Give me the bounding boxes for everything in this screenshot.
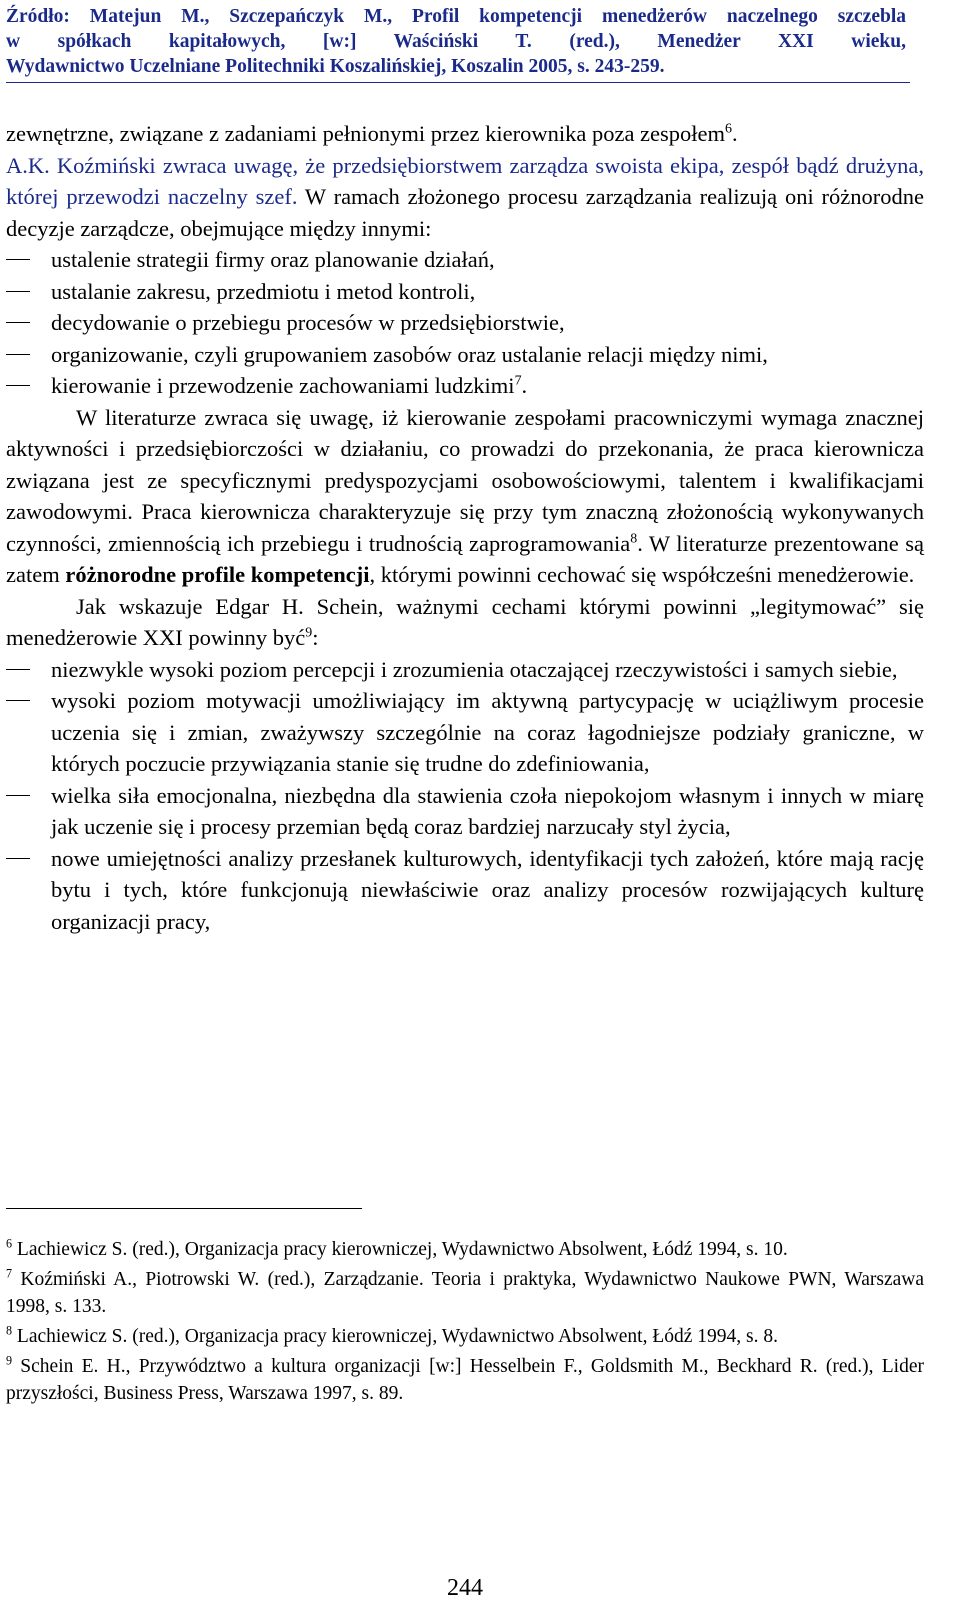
list-item bbox=[6, 339, 924, 371]
dash-bullet bbox=[6, 354, 30, 355]
footnote bbox=[6, 1353, 924, 1407]
main-text bbox=[6, 118, 924, 937]
footnote-number: 9 bbox=[6, 1353, 13, 1368]
paragraph-text: A.K. Koźmiński zwraca uwagę, że przedsiębiorstwem zarządza swoista ekipa, zespół bądź drużyna, której przewodzi naczelny szef. bbox=[6, 152, 924, 209]
footnote-text: Lachiewicz S. (red.), Organizacja pracy kierowniczej, Wydawnictwo Absolwent, Łódź 1994, s. 10. bbox=[12, 1239, 788, 1260]
list-item-text: wysoki poziom motywacji umożliwiający im aktywną partycypację w uciążliwym procesie uczenia się i zmian, zważywszy szczególnie na coraz łagodniejsze podziały graniczne, w których poczucie przywiązania stanie się trudne do zdefiniowania, bbox=[51, 688, 924, 776]
footnote-divider bbox=[6, 1208, 362, 1209]
header-divider bbox=[6, 82, 910, 83]
source-line: w spółkach kapitałowych, [w:] Waściński T. (red.), Menedżer XXI wieku, bbox=[6, 31, 906, 52]
list-item-text: wielka siła emocjonalna, niezbędna dla stawienia czoła niepokojom własnym i innych w miarę jak uczenie się i procesy przemian będą coraz bardziej narzucały styl życia, bbox=[51, 782, 924, 839]
paragraph bbox=[6, 118, 924, 150]
footnote-text: Schein E. H., Przywództwo a kultura organizacji [w:] Hesselbein F., Goldsmith M., Beckhard R. (red.), Lider przyszłości, Business Press, Warszawa 1997, s. 89. bbox=[6, 1356, 924, 1404]
dash-bullet bbox=[6, 795, 30, 796]
list-item-text: . bbox=[521, 373, 528, 398]
paragraph-text: W literaturze zwraca się uwagę, iż kierowanie zespołami pracowniczymi wymaga znacznej aktywności i przedsiębiorczości w działaniu, co prowadzi do przekonania, że praca kierownicza związana jest ze specyficznymi predyspozycjami osobowościowymi, talentem i kwalifikacjami zawodowymi. Praca kierownicza charakteryzuje się przy tym znaczną złożonością wykonywanych czynności, zmiennością ich przebiegu i trudnością zaprogramowania bbox=[6, 404, 924, 556]
list-item bbox=[6, 780, 924, 843]
dash-bullet bbox=[6, 291, 30, 292]
footnote-number: 6 bbox=[6, 1236, 13, 1251]
source-line: Źródło: Matejun M., Szczepańczyk M., Profil kompetencji menedżerów naczelnego szczebla bbox=[6, 6, 906, 27]
footnote-ref: 8 bbox=[630, 531, 638, 546]
paragraph-text: , którymi powinni cechować się współcześni menedżerowie. bbox=[369, 562, 915, 587]
list-item-text: ustalanie zakresu, przedmiotu i metod kontroli, bbox=[51, 278, 476, 304]
source-citation bbox=[6, 4, 906, 79]
list-item bbox=[6, 685, 924, 780]
paragraph-text: . bbox=[732, 121, 738, 146]
list-item-text: nowe umiejętności analizy przesłanek kulturowych, identyfikacji tych założeń, które mają rację bytu i tych, które funkcjonują niewłaściwie oraz analizy procesów rozwijających kulturę organizacji pracy, bbox=[51, 845, 924, 934]
list-item bbox=[6, 654, 924, 686]
footnote-ref: 7 bbox=[514, 373, 522, 389]
dash-bullet bbox=[6, 669, 30, 670]
dash-bullet bbox=[6, 322, 30, 323]
list-item bbox=[6, 307, 924, 339]
footnotes bbox=[6, 1236, 924, 1410]
list-item-text: ustalenie strategii firmy oraz planowanie działań, bbox=[51, 247, 495, 272]
footnote-number: 7 bbox=[6, 1266, 13, 1281]
paragraph-text: : bbox=[312, 625, 319, 650]
footnote bbox=[6, 1323, 924, 1350]
dash-bullet bbox=[6, 700, 30, 701]
list-item-text: decydowanie o przebiegu procesów w przedsiębiorstwie, bbox=[51, 310, 565, 335]
footnote-number: 8 bbox=[6, 1323, 13, 1338]
paragraph-text: zewnętrzne, związane z zadaniami pełnionymi przez kierownika poza zespołem bbox=[6, 121, 726, 146]
list-item bbox=[6, 276, 924, 308]
list-item-text: niezwykle wysoki poziom percepcji i zrozumienia otaczającej rzeczywistości i samych siebie, bbox=[51, 656, 898, 682]
paragraph bbox=[6, 402, 924, 591]
list-item bbox=[6, 244, 924, 276]
footnote-ref: 6 bbox=[725, 121, 732, 137]
emphasis-text: różnorodne profile kompetencji bbox=[65, 562, 370, 587]
dash-bullet bbox=[6, 858, 30, 859]
paragraph-text: W ramach złożonego procesu zarządzania realizują oni różnorodne decyzje zarządcze, obejmujące między innymi: bbox=[6, 184, 924, 241]
footnote-text: Koźmiński A., Piotrowski W. (red.), Zarządzanie. Teoria i praktyka, Wydawnictwo Naukowe PWN, Warszawa 1998, s. 133. bbox=[6, 1269, 924, 1317]
dash-bullet bbox=[6, 259, 30, 260]
dash-bullet bbox=[6, 385, 30, 386]
list-item bbox=[6, 843, 924, 938]
responsibilities-list bbox=[6, 244, 924, 402]
list-item-text: organizowanie, czyli grupowaniem zasobów oraz ustalanie relacji między nimi, bbox=[51, 341, 768, 367]
footnote-text: Lachiewicz S. (red.), Organizacja pracy kierowniczej, Wydawnictwo Absolwent, Łódź 1994, s. 8. bbox=[12, 1326, 778, 1347]
paragraph-text: . W literaturze prezentowane są zatem bbox=[6, 530, 925, 587]
list-item bbox=[6, 370, 924, 402]
source-line: Wydawnictwo Uczelniane Politechniki Koszalińskiej, Koszalin 2005, s. 243-259. bbox=[6, 56, 665, 77]
paragraph bbox=[6, 150, 924, 245]
page-number: 244 bbox=[447, 1575, 483, 1601]
paragraph bbox=[6, 591, 924, 654]
footnote bbox=[6, 1266, 924, 1320]
traits-list bbox=[6, 654, 924, 938]
footnote-ref: 9 bbox=[305, 625, 313, 641]
footnote bbox=[6, 1236, 924, 1263]
list-item-text: kierowanie i przewodzenie zachowaniami ludzkimi bbox=[51, 373, 515, 398]
paragraph-text: Jak wskazuje Edgar H. Schein, ważnymi cechami którymi powinni „legitymować” się menedżerowie XXI powinny być bbox=[6, 593, 924, 650]
